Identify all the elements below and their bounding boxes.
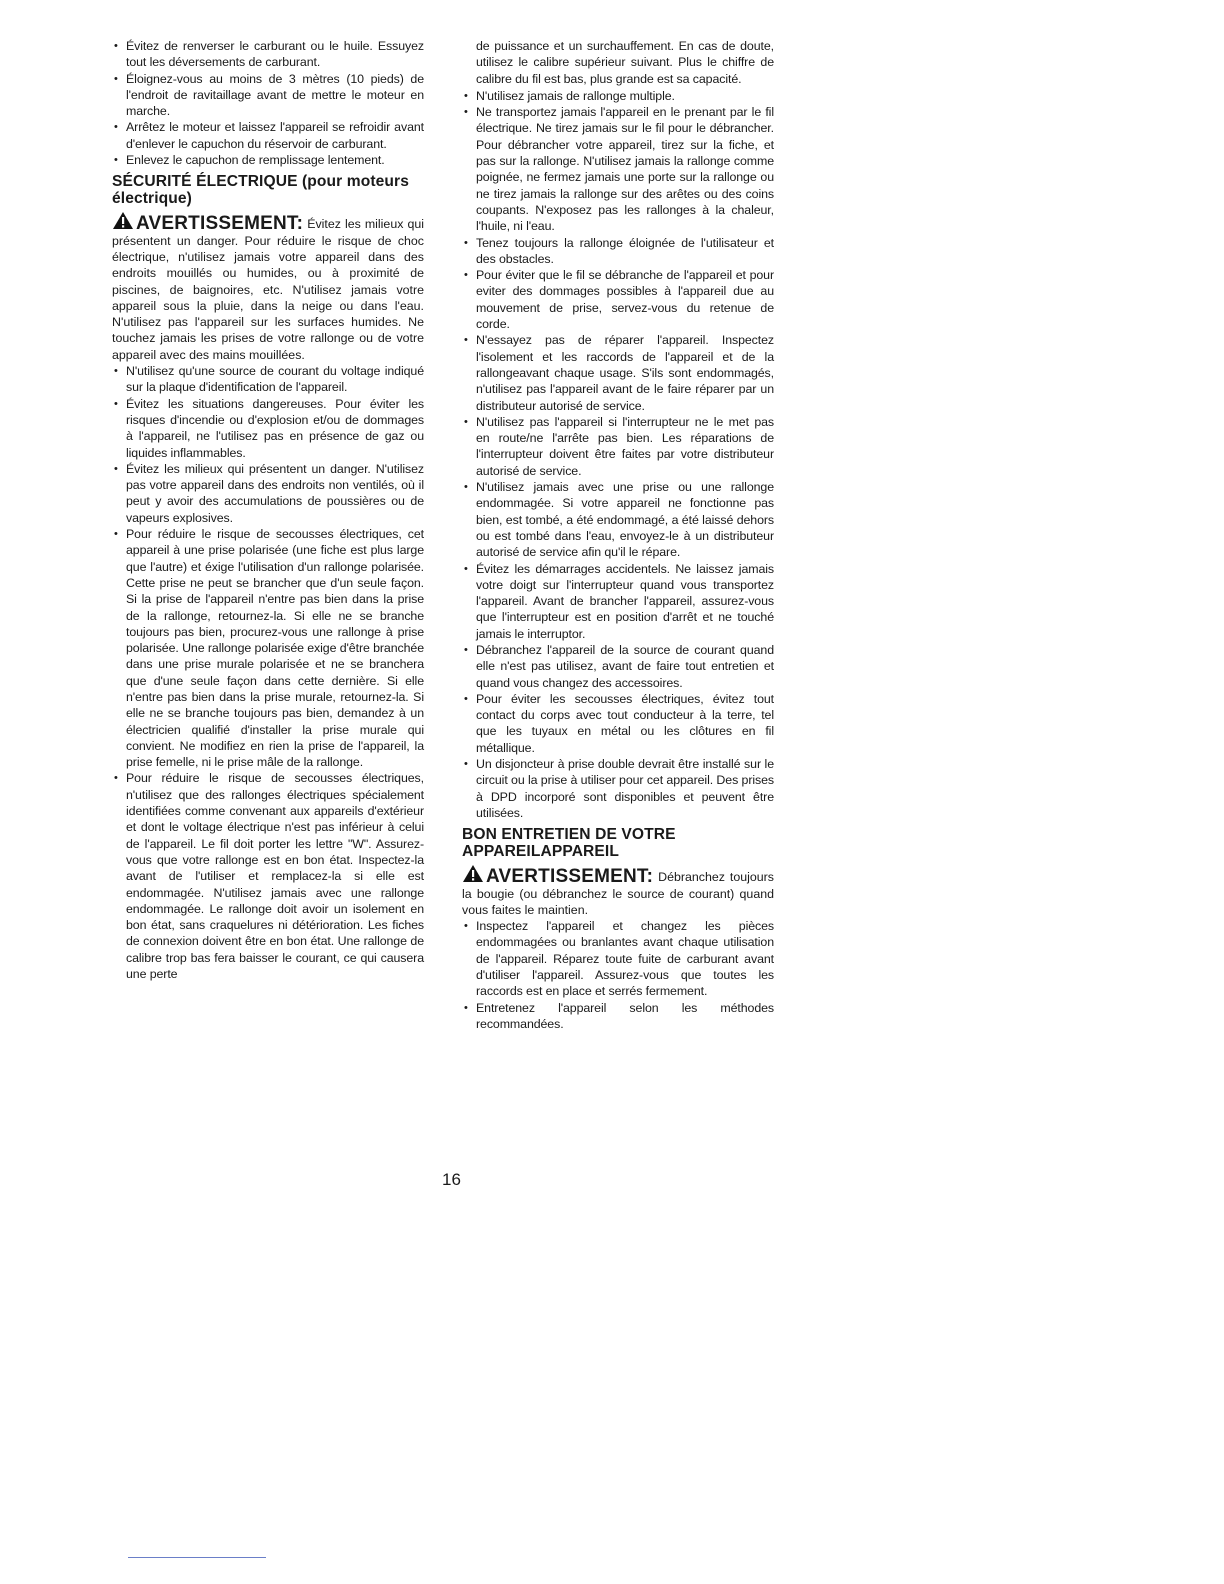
list-item: [112, 119, 424, 152]
warning-triangle-icon: [112, 211, 134, 230]
bullet-icon: •: [114, 365, 118, 378]
bullet-icon: •: [464, 562, 468, 575]
list-item-text: Évitez les démarrages accidentels. Ne laissez jamais votre doigt sur l'interrupteur quand vous transportez l'appareil. Avant de brancher l'appareil, assurez-vous que l'interrupteur est en position d'arrêt et ne touché jamais le interruptor.: [476, 561, 774, 641]
list-item: [112, 38, 424, 71]
list-item: [462, 332, 774, 413]
list-item: [462, 414, 774, 479]
bullet-icon: •: [114, 121, 118, 134]
list-item: [112, 526, 424, 770]
list-item-text: Pour éviter que le fil se débranche de l'appareil et pour eviter des dommages possibles à l'appareil due au mouvement de prise, servez-vous du retenue de corde.: [476, 268, 774, 332]
list-item: [462, 918, 774, 999]
bullet-icon: •: [464, 692, 468, 705]
bullet-icon: •: [464, 1001, 468, 1014]
list-item: [462, 642, 774, 691]
bullet-icon: •: [114, 72, 118, 85]
list-item-text: Évitez les situations dangereuses. Pour éviter les risques d'incendie ou d'explosion et/ou de dommages à l'appareil, ne l'utilisez pas en présence de gaz ou liquides inflammables.: [126, 396, 424, 460]
extension-cord-bullet-list: [462, 88, 774, 821]
bullet-icon: •: [464, 334, 468, 347]
list-item: [112, 152, 424, 168]
list-item-text: N'utilisez qu'une source de courant du voltage indiqué sur la plaque d'identification de l'appareil.: [126, 364, 424, 395]
warning-label: AVERTISSEMENT:: [486, 866, 654, 888]
list-item: [462, 561, 774, 642]
list-item: [112, 363, 424, 396]
list-item-text: N'utilisez jamais de rallonge multiple.: [476, 88, 675, 103]
list-item: [462, 691, 774, 756]
bullet-icon: •: [464, 106, 468, 119]
right-column: [462, 38, 774, 1032]
footer-divider: [128, 1557, 266, 1558]
warning-text: Débranchez toujours la bougie (ou débranchez le source de courant) quand vous faites le maintien.: [462, 870, 774, 917]
bullet-icon: •: [464, 269, 468, 282]
page-number: 16: [442, 1170, 461, 1189]
list-item-text: Pour réduire le risque de secousses électriques, n'utilisez que des rallonges électriques spécialement identifiées comme convenant aux appareils d'extérieur et dont le voltage électrique n'est pas inférieur à celui de l'appareil. Le fil doit porter les lettre "W". Assurez-vous que votre rallonge est en bon état. Inspectez-la avant de l'utiliser et remplacez-la si elle est endommagée. N'utilisez jamais avec une rallonge endommagée. Le rallonge doit avoir un isolement en bon état, sans craquelures ni détérioration. Les fiches de connexion doivent être en bon état. Une rallonge de calibre trop bas fera baisser le courant, ce qui causera une perte: [126, 771, 424, 982]
list-item: [462, 104, 774, 234]
intro-bullet-list: [112, 38, 424, 168]
list-item-text: N'utilisez pas l'appareil si l'interrupteur ne le met pas en route/ne l'arrête pas bien. Les réparations de l'interrupteur doivent être faites par votre distributeur autorisé de service.: [476, 414, 774, 478]
list-item-text: Arrêtez le moteur et laissez l'appareil se refroidir avant d'enlever le capuchon du réservoir de carburant.: [126, 120, 424, 151]
list-item: [462, 88, 774, 104]
list-item: [112, 71, 424, 120]
warning-paragraph: [462, 864, 774, 918]
list-item-text: Pour réduire le risque de secousses électriques, cet appareil à une prise polarisée (une fiche est plus large que l'autre) et éxige l'utilisation d'un rallonge polarisée. Cette prise ne peut se brancher que d'un seule façon. Si la prise de l'appareil n'entre pas bien dans la prise de la rallonge, retournez-la. Si elle ne se branche toujours pas bien, procurez-vous une rallonge à prise polarisée. Une rallonge polarisée exige d'être branchée dans une prise murale polarisée et ne se branchera que d'une seule façon dans cette dernière. Si elle n'entre pas bien dans la prise murale, retournez-la. Si elle ne se branche toujours pas bien, demandez à un électricien qualifié d'installer la prise murale qui convient. Ne modifiez en rien la prise de l'appareil, la prise femelle, ni le prise mâle de la rallonge.: [126, 527, 424, 770]
list-item-text: N'essayez pas de réparer l'appareil. Inspectez l'isolement et les raccords de l'appareil et de la rallongeavant chaque usage. S'ils sont endommagés, n'utilisez pas l'appareil avant de le faire réparer par un distributeur autorisé de service.: [476, 333, 774, 413]
list-item-text: N'utilisez jamais avec une prise ou une rallonge endommagée. Si votre appareil ne fonctionne pas bien, est tombé, a été endommagé, a été laissé dehors ou est tombé dans l'eau, envoyez-le à un distributeur autorisé de service afin qu'il le répare.: [476, 480, 774, 560]
list-item: [462, 479, 774, 560]
bullet-icon: •: [464, 481, 468, 494]
list-item-text: Ne transportez jamais l'appareil en le prenant par le fil électrique. Ne tirez jamais sur le fil pour le débrancher. Pour débrancher votre appareil, tirez sur la fiche, et pas sur la rallonge. N'utilisez jamais la rallonge comme poignée, ne fermez jamais une porte sur la rallonge ou ne tirez jamais la rallonge sur des arêtes ou des coins coupants. N'exposez pas les rallonges à la chaleur, l'huile, ni l'eau.: [476, 105, 774, 234]
list-item-text: Évitez les milieux qui présentent un danger. N'utilisez pas votre appareil dans des endroits non ventilés, où il peut y avoir des accumulations de poussières ou de vapeurs explosives.: [126, 461, 424, 525]
list-item: [462, 1000, 774, 1033]
list-item-text: Pour éviter les secousses électriques, évitez tout contact du corps avec tout conducteur à la terre, tel que les tuyaux en métal ou les clôtures en fil métallique.: [476, 691, 774, 755]
bullet-icon: •: [114, 528, 118, 541]
bullet-icon: •: [464, 920, 468, 933]
warning-text: Évitez les milieux qui présentent un danger. Pour réduire le risque de choc électrique, n'utilisez jamais votre appareil dans des endroits mouillés ou humides, ou à proximité de piscines, de baignoires, etc. N'utilisez jamais votre appareil sous la pluie, dans la neige ou dans l'eau. N'utilisez pas l'appareil sur les surfaces humides. Ne touchez jamais les prises de votre rallonge ou de votre appareil avec des mains mouillées.: [112, 217, 424, 362]
maintenance-bullet-list: [462, 918, 774, 1032]
bullet-icon: •: [464, 415, 468, 428]
warning-triangle-icon: [462, 864, 484, 883]
list-item: [462, 756, 774, 821]
warning-paragraph: [112, 211, 424, 363]
section-heading-maintenance: BON ENTRETIEN DE VOTRE APPAREILAPPAREIL: [462, 826, 676, 861]
list-item: [462, 267, 774, 332]
list-item: [112, 396, 424, 461]
bullet-icon: •: [114, 40, 118, 52]
list-item-text: Un disjoncteur à prise double devrait être installé sur le circuit ou la prise à utiliser pour cet appareil. Des prises à DPD incorporé sont disponibles et peuvent être utilisées.: [476, 757, 774, 820]
list-item: [462, 235, 774, 268]
bullet-icon: •: [464, 758, 468, 771]
bullet-icon: •: [464, 89, 468, 102]
list-item-text: Entretenez l'appareil selon les méthodes recommandées.: [476, 1000, 774, 1031]
list-item-text: Tenez toujours la rallonge éloignée de l'utilisateur et des obstacles.: [476, 235, 774, 266]
list-item-text: Inspectez l'appareil et changez les pièces endommagées ou branlantes avant chaque utilisation de l'appareil. Réparez toute fuite de carburant avant d'utiliser l'appareil. Assurez-vous que toutes les raccords est en place et serrés fermement.: [476, 919, 774, 999]
list-item-text: Éloignez-vous au moins de 3 mètres (10 pieds) de l'endroit de ravitaillage avant de mettre le moteur en marche.: [126, 71, 424, 119]
list-item-text: Enlevez le capuchon de remplissage lentement.: [126, 153, 385, 168]
bullet-icon: •: [464, 236, 468, 249]
bullet-icon: •: [464, 643, 468, 656]
warning-label: AVERTISSEMENT:: [136, 213, 304, 235]
continued-paragraph: de puissance et un surchauffement. En cas de doute, utilisez le calibre supérieur suivant. Plus le chiffre de calibre du fil est bas, plus grande est sa capacité.: [476, 39, 774, 86]
section-heading-electrical-safety: SÉCURITÉ ÉLECTRIQUE (pour moteurs électrique): [112, 173, 409, 208]
electrical-bullet-list: [112, 363, 424, 982]
bullet-icon: •: [114, 397, 118, 410]
list-item-text: Évitez de renverser le carburant ou le huile. Essuyez tout les déversements de carburant.: [126, 39, 424, 70]
list-item: [112, 770, 424, 982]
left-column: [112, 38, 424, 982]
bullet-icon: •: [114, 462, 118, 475]
list-item: [112, 461, 424, 526]
bullet-icon: •: [114, 154, 118, 167]
bullet-icon: •: [114, 772, 118, 785]
list-item-text: Débranchez l'appareil de la source de courant quand elle n'est pas utilisez, avant de faire tout entretien et quand vous changez des accessoires.: [476, 642, 774, 690]
